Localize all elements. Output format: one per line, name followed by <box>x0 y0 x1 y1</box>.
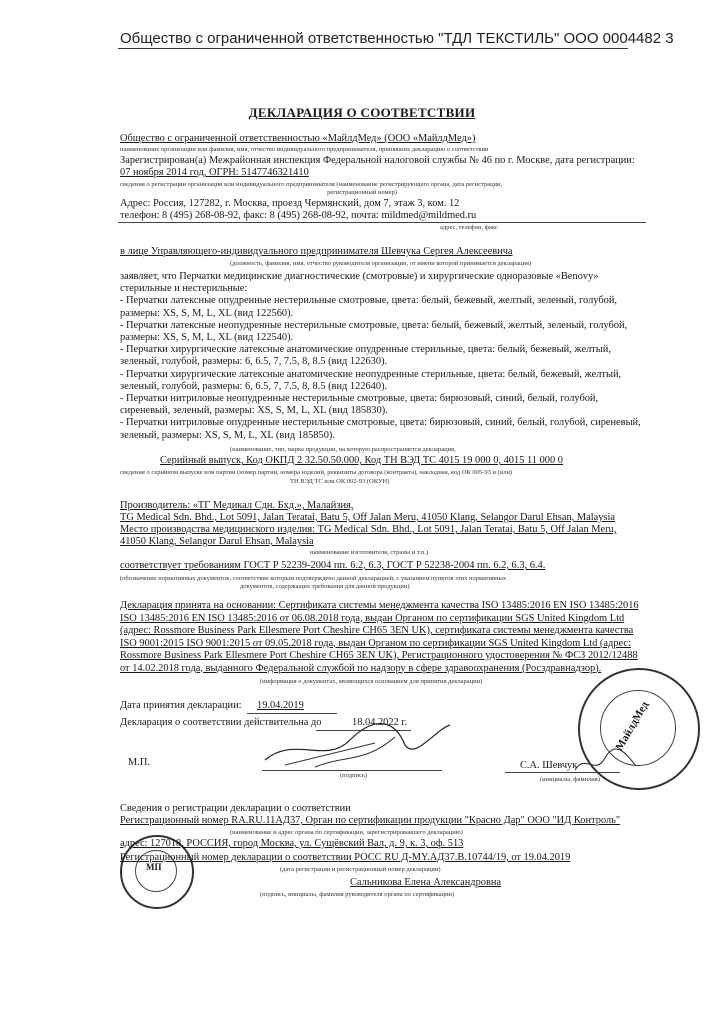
product-line: стерильные и нестерильные: <box>120 283 248 295</box>
address-caption: адрес, телефон, факс <box>440 224 498 231</box>
applicant-name-caption: наименование организации или фамилия, имя, отчество индивидуального предпринимателя, принявших декларацию о соответствии <box>120 146 489 153</box>
manufacturer-caption: наименование изготовителя, страны и т.п.) <box>310 549 429 556</box>
representative-line: в лице Управляющего-индивидуального предпринимателя Шевчука Сергея Алексеевича <box>120 246 513 257</box>
date-value: 19.04.2019 <box>257 700 304 711</box>
standards-caption-2: документов, содержащих требования для данной продукции) <box>240 583 410 590</box>
registration-caption4: (подпись, инициалы, фамилия руководителя органа по сертификации) <box>260 891 455 898</box>
registration-info-line2: 07 ноября 2014 год, ОГРН: 5147746321410 <box>120 167 309 178</box>
product-line: зеленый, голубой, размеры: 6, 6.5, 7, 7.5, 8, 8.5 (вид 122640). <box>120 380 388 392</box>
rule <box>118 222 646 223</box>
manufacturer-line: TG Medical Sdn. Bhd., Lot 5091, Jalan Teratai, Batu 5, Off Jalan Meru, 41050 Klang, Selangor Darul Ehsan, Malaysia <box>120 512 615 523</box>
basis-caption: (информация о документах, являющихся основанием для принятия декларации) <box>260 678 483 685</box>
validity-label: Декларация о соответствии действительна до <box>120 717 322 728</box>
basis-line: Rossmore Business Park Ellesmere Port Cheshire CH65 3EN UK), Регистрационного удостоверения № ФСЗ 2012/12488 <box>120 650 638 661</box>
manufacturer-line: 41050 Klang, Selangor Darul Ehsan, Malaysia <box>120 536 314 547</box>
product-line: - Перчатки латексные опудренные нестерильные смотровые, цвета: белый, бежевый, желтый, зеленый, голубой, <box>120 295 617 307</box>
validity-value: 18.04.2022 г. <box>352 717 408 728</box>
product-line: - Перчатки хирургические латексные анатомические опудренные стерильные, цвета: белый, бежевый, желтый, <box>120 344 611 356</box>
products-caption: (наименование, тип, марка продукции, на которую распространяется декларация, <box>230 446 456 453</box>
registration-caption-2: регистрационный номер) <box>327 189 397 196</box>
applicant-address: Адрес: Россия, 127282, г. Москва, проезд Чермянский, дом 7, этаж 3, ком. 12 <box>120 198 460 209</box>
manufacturer-line: Место производства медицинского изделия: TG Medical Sdn. Bhd., Lot 5091, Jalan Teratai, Batu 5, Off Jalan Meru, <box>120 524 617 535</box>
registration-signer: Сальникова Елена Александровна <box>350 877 502 888</box>
basis-line: ISO 9001:2015 ISO 9001:2015 от 09.05.2018 года, выдан Органом по сертификации SGS United Kingdom Ltd (адрес: <box>120 637 631 649</box>
signature-caption: (подпись) <box>340 772 367 779</box>
date-underline <box>247 713 337 714</box>
product-line: - Перчатки нитриловые неопудренные нестерильные смотровые, цвета: бирюзовый, синий, белый, голубой, <box>120 393 599 404</box>
page-title: ДЕКЛАРАЦИЯ О СООТВЕТСТВИИ <box>248 105 476 120</box>
basis-line: от 14.02.2018 года, выданного Федеральной службой по надзору в сфере здравоохранения (Росздравнадзор). <box>120 662 602 674</box>
standards-caption-1: (обозначение нормативных документов, соответствие которым подтверждено данной декларацией, с указанием пунктов этих нормативных <box>120 575 507 582</box>
date-label: Дата принятия декларации: <box>120 700 242 711</box>
registration-seal-text: МП <box>146 862 162 872</box>
registration-info-line1: Зарегистрирован(а) Межрайонная инспекция Федеральной налоговой службы № 46 по г. Москве, дата регистрации: <box>120 155 635 166</box>
product-line: заявляет, что Перчатки медицинские диагностические (смотровые) и хирургические одноразовые «Benovy» <box>120 271 599 282</box>
basis-line: ISO 13485:2016 EN ISO 13485:2016 от 06.08.2018 года, выдан Органом по сертификации SGS United Kingdom Ltd <box>120 612 625 624</box>
header-underline <box>118 48 628 49</box>
registration-caption-1: сведения о регистрации организации или индивидуального предпринимателя (наименование регистрирующего органа, дата регистрации, <box>120 181 503 188</box>
document-header: Общество с ограниченной ответственностью "ТДЛ ТЕКСТИЛЬ" ООО 0004482 3 <box>120 30 674 47</box>
applicant-phone: телефон: 8 (495) 268-08-92, факс: 8 (495) 268-08-92, почта: mildmed@mildmed.ru <box>120 210 477 221</box>
basis-line: Декларация принята на основании: Сертификата системы менеджмента качества ISO 13485:2016 EN ISO 13485:2016 <box>120 600 639 611</box>
product-line: - Перчатки хирургические латексные анатомические неопудренные стерильные, цвета: белый, бежевый, желтый, <box>120 368 622 380</box>
mp-label: М.П. <box>128 757 150 768</box>
registration-caption3: (дата регистрации и регистрационный номер декларации) <box>280 866 441 873</box>
product-line: сиреневый, зеленый, размеры: XS, S, M, L, XL (вид 185830). <box>120 405 388 417</box>
registration-line2: адрес: 127018, РОССИЯ, город Москва, ул. Сущёвский Вал, д. 9, к. 3, оф. 513 <box>120 838 464 849</box>
serial-line: Серийный выпуск, Код ОКПД 2 32.50.50.000, Код ТН ВЭД ТС 4015 19 000 0, 4015 11 000 0 <box>160 455 563 466</box>
manufacturer-line: Производитель: «ТГ Медикал Сдн. Бхд.», Малайзия, <box>120 500 354 511</box>
standards-line: соответствует требованиям ГОСТ Р 52239-2004 пп. 6.2, 6.3, ГОСТ Р 52238-2004 пп. 6.2, 6.3, 6.4. <box>120 560 546 571</box>
product-line: размеры: XS, S, M, L, XL (вид 122540). <box>120 332 294 343</box>
product-line: зеленый, голубой, размеры: 6, 6.5, 7, 7.5, 8, 8.5 (вид 122630). <box>120 356 388 368</box>
basis-line: (адрес: Rossmore Business Park Ellesmere Port Cheshire CH65 3EN UK), сертификата системы менеджмента качества <box>120 625 634 636</box>
signer-name: С.А. Шевчук <box>520 760 578 771</box>
product-line: зеленый, размеры: XS, S, M, L, XL (вид 185850). <box>120 429 335 441</box>
registration-line1: Регистрационный номер RA.RU.11АД37, Орган по сертификации продукции "Красно Дар" ООО "ИД Контроль" <box>120 815 621 826</box>
serial-caption-2: ТН ВЭД ТС или ОК 002-93 (ОКУН) <box>290 478 390 485</box>
serial-caption: сведения о серийном выпуске или партии (номер партии, номера изделий, реквизиты договора (контракта), накладная, код ОК 005-93 и (или) <box>120 469 513 476</box>
representative-caption: (должность, фамилия, имя, отчество руководителя организации, от имени которой принимается декларация) <box>230 260 532 267</box>
company-seal-text: МайлдМед <box>613 699 652 753</box>
registration-heading: Сведения о регистрации декларации о соответствии <box>120 803 351 814</box>
product-line: размеры: XS, S, M, L, XL (вид 122560). <box>120 307 294 319</box>
initials-caption: (инициалы, фамилия) <box>540 776 600 783</box>
applicant-name: Общество с ограниченной ответственностью «МайлдМед» (ООО «МайлдМед») <box>120 133 476 144</box>
product-line: - Перчатки нитриловые опудренные нестерильные смотровые, цвета: бирюзовый, синий, белый, голубой, сиреневый, <box>120 417 641 429</box>
registration-line3: Регистрационный номер декларации о соответствии РОСС RU Д-MY.АД37.В.10744/19, от 19.04.2019 <box>120 852 571 863</box>
registration-caption1: (наименование и адрес органа по сертификации, зарегистрировавшего декларацию) <box>230 829 463 836</box>
product-line: - Перчатки латексные неопудренные нестерильные смотровые, цвета: белый, бежевый, желтый, зеленый, голубой, <box>120 319 628 331</box>
signature-scribble <box>255 715 455 775</box>
